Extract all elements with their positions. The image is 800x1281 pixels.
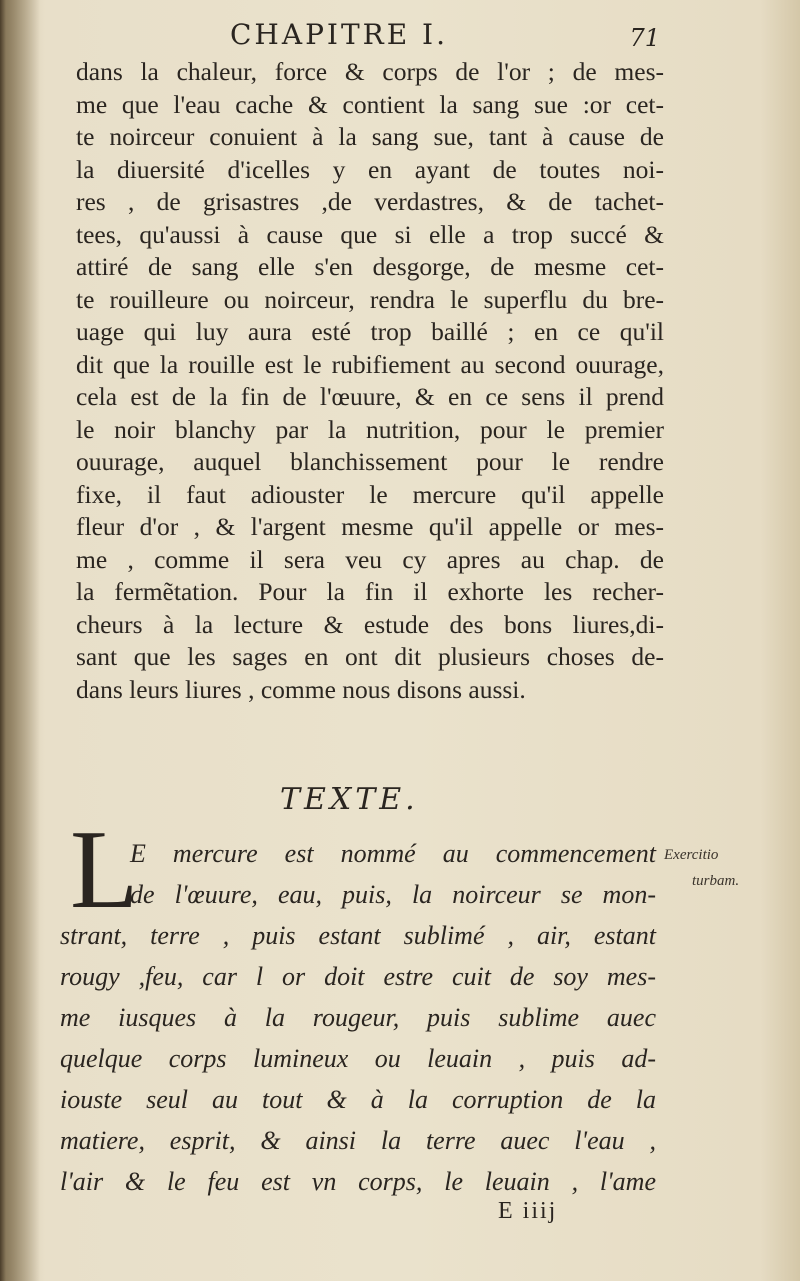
margin-note-line: Exercitio (664, 847, 719, 863)
commentary-line: uage qui luy aura esté trop baillé ; en ce qu'il (76, 317, 664, 346)
commentary-line: la diuersité d'icelles y en ayant de toutes noi- (76, 154, 664, 184)
text-line: me iusques à la rougeur, puis sublime auec (60, 1003, 656, 1032)
commentary-line: tees, qu'aussi à cause que si elle a trop succé & (76, 219, 664, 249)
text-line: strant, terre , puis estant sublimé , air, estant (60, 921, 656, 950)
running-head: CHAPITRE I. (230, 18, 449, 51)
text-line: rougy ,feu, car l or doit estre cuit de soy mes- (60, 962, 656, 991)
commentary-line: me , comme il sera veu cy apres au chap. de (76, 544, 664, 574)
commentary-line: fleur d'or , & l'argent mesme qu'il appelle or mes- (76, 512, 664, 541)
commentary-paragraph (76, 56, 664, 706)
commentary-line: sant que les sages en ont dit plusieurs choses de- (76, 642, 664, 671)
margin-note (664, 842, 794, 894)
commentary-line: attiré de sang elle s'en desgorge, de mesme cet- (76, 252, 664, 281)
page-header (60, 18, 660, 54)
page-number: 71 (629, 24, 660, 52)
text-line: matiere, esprit, & ainsi la terre auec l'eau , (60, 1126, 656, 1155)
commentary-line: me que l'eau cache & contient la sang sue :or cet- (76, 89, 664, 119)
text-line: quelque corps lumineux ou leuain , puis ad- (60, 1044, 656, 1073)
commentary-line: dans leurs liures , comme nous disons aussi. (76, 674, 526, 704)
text-line: de l'œuure, eau, puis, la noirceur se mon- (130, 880, 656, 909)
commentary-line: cheurs à la lecture & estude des bons liures,di- (76, 609, 664, 639)
commentary-line: te noirceur conuient à la sang sue, tant à cause de (76, 122, 664, 151)
commentary-line: res , de grisastres ,de verdastres, & de tachet- (76, 187, 664, 216)
commentary-line: cela est de la fin de l'œuure, & en ce sens il prend (76, 382, 664, 411)
signature-mark: E iiij (498, 1198, 558, 1224)
text-block (60, 833, 656, 1202)
text-line: E mercure est nommé au commencement (130, 839, 656, 868)
commentary-line: la fermẽtation. Pour la fin il exhorte les recher- (76, 577, 664, 606)
margin-note-line: turbam. (692, 873, 740, 889)
commentary-line: dans la chaleur, force & corps de l'or ; de mes- (76, 57, 664, 86)
commentary-line: te rouilleure ou noirceur, rendra le superflu du bre- (76, 284, 664, 314)
commentary-line: dit que la rouille est le rubifiement au second ouurage, (76, 349, 664, 379)
commentary-line: fixe, il faut adiouster le mercure qu'il appelle (76, 479, 664, 509)
text-line: l'air & le feu est vn corps, le leuain , l'ame (60, 1167, 656, 1196)
commentary-line: le noir blanchy par la nutrition, pour le premier (76, 414, 664, 444)
drop-cap: L (70, 808, 139, 932)
gutter-shadow (0, 0, 40, 1281)
section-title: TEXTE. (280, 782, 419, 817)
commentary-line: ouurage, auquel blanchissement pour le rendre (76, 447, 664, 476)
text-line: iouste seul au tout & à la corruption de la (60, 1085, 656, 1114)
